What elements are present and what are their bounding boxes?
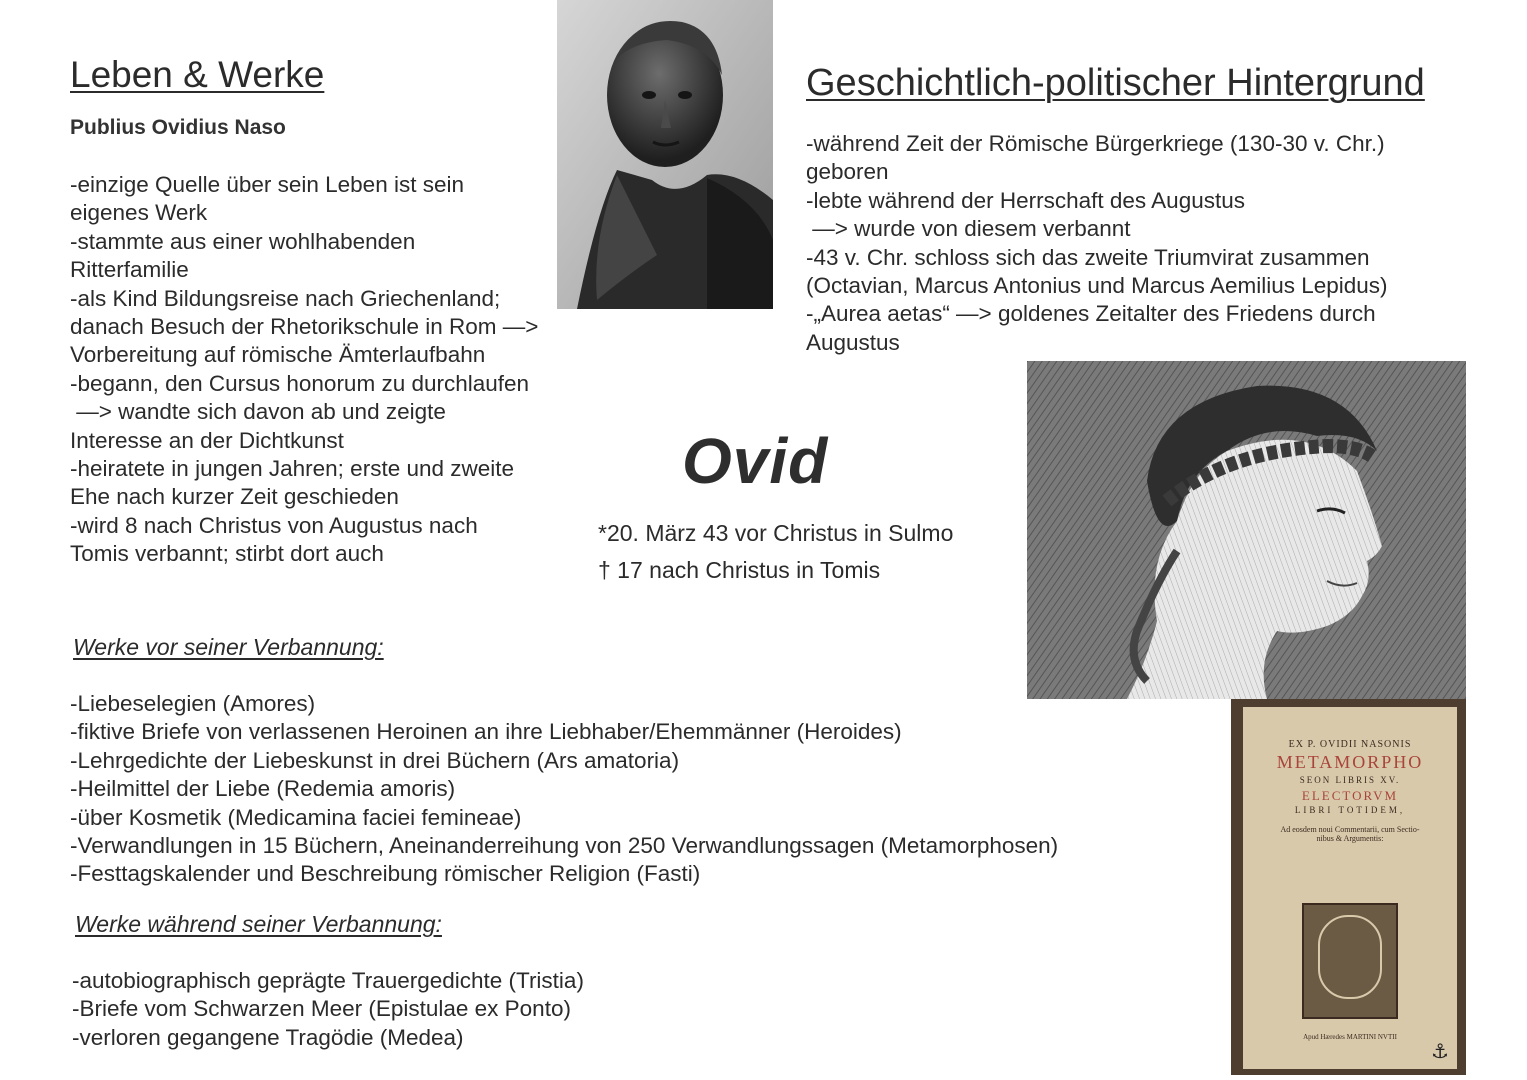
works-during-heading: Werke während seiner Verbannung:	[75, 911, 442, 937]
work-item: -Lehrgedichte der Liebeskunst in drei Büchern (Ars amatoria)	[70, 747, 680, 773]
history-line: —> wurde von diesem verbannt	[806, 216, 1131, 242]
section-heading-leben-werke: Leben & Werke	[70, 54, 325, 95]
ovid-portrait-engraving	[1027, 361, 1466, 699]
watermark-icon: ⚓	[1431, 1041, 1449, 1063]
book-line-5: LIBRI TOTIDEM,	[1294, 805, 1406, 815]
book-line-8: Apud Hæredes MARTINI NVTII	[1303, 1033, 1397, 1041]
page-title: Ovid	[682, 425, 829, 497]
history-line: (Octavian, Marcus Antonius und Marcus Aemilius Lepidus)	[806, 273, 1388, 299]
death-date: † 17 nach Christus in Tomis	[598, 557, 881, 583]
work-item: -Briefe vom Schwarzen Meer (Epistulae ex Ponto)	[72, 996, 571, 1022]
bio-line: -wird 8 nach Christus von Augustus nach	[70, 512, 478, 538]
bio-line: eigenes Werk	[70, 200, 208, 226]
book-line-4: ELECTORVM	[1301, 788, 1399, 803]
bio-line: -als Kind Bildungsreise nach Griechenland;	[70, 285, 501, 311]
work-item: -Festtagskalender und Beschreibung römischer Religion (Fasti)	[70, 861, 701, 887]
book-line-1: EX P. OVIDII NASONIS	[1288, 739, 1412, 750]
book-woodcut-emblem	[1302, 903, 1398, 1019]
bio-line: Vorbereitung auf römische Ämterlaufbahn	[70, 342, 486, 368]
work-item: -Verwandlungen in 15 Büchern, Aneinanderreihung von 250 Verwandlungssagen (Metamorphosen)	[70, 833, 1059, 859]
section-heading-hintergrund: Geschichtlich-politischer Hintergrund	[806, 62, 1425, 104]
work-item: -über Kosmetik (Medicamina faciei femineae)	[70, 804, 522, 830]
works-during-list	[72, 967, 772, 1052]
statue-photo	[557, 0, 773, 309]
work-item: -Heilmittel der Liebe (Redemia amoris)	[70, 776, 456, 802]
history-text-block	[806, 130, 1466, 357]
history-line: -lebte während der Herrschaft des Augustus	[806, 187, 1245, 213]
work-item: -Liebeselegien (Amores)	[70, 691, 316, 716]
bio-line: Tomis verbannt; stirbt dort auch	[70, 541, 384, 567]
bio-line: —> wandte sich davon ab und zeigte	[70, 399, 446, 425]
bio-line: Interesse an der Dichtkunst	[70, 427, 344, 453]
work-item: -verloren gegangene Tragödie (Medea)	[72, 1024, 464, 1050]
book-line-7: nibus & Argumentis:	[1316, 834, 1384, 843]
metamorphoses-book-cover	[1231, 699, 1466, 1075]
book-line-6: Ad eosdem noui Commentarii, cum Sectio-	[1280, 825, 1420, 834]
history-line: -während Zeit der Römische Bürgerkriege (130-30 v. Chr.)	[806, 131, 1385, 156]
work-item: -fiktive Briefe von verlassenen Heroinen an ihre Liebhaber/Ehemmänner (Heroides)	[70, 719, 902, 745]
history-line: Augustus	[806, 329, 900, 355]
book-line-2: METAMORPHO	[1276, 752, 1424, 772]
history-line: geboren	[806, 159, 889, 185]
bio-line: -heiratete in jungen Jahren; erste und zweite	[70, 456, 515, 482]
history-line: -„Aurea aetas“ —> goldenes Zeitalter des Friedens durch	[806, 301, 1376, 327]
bio-line: Ehe nach kurzer Zeit geschieden	[70, 484, 399, 510]
works-before-heading: Werke vor seiner Verbannung:	[73, 634, 384, 660]
bio-line: -stammte aus einer wohlhabenden	[70, 228, 416, 254]
bio-line: -einzige Quelle über sein Leben ist sein	[70, 172, 464, 197]
works-before-list	[70, 690, 1210, 889]
author-name: Publius Ovidius Naso	[70, 116, 286, 139]
book-line-3: SEON LIBRIS XV.	[1299, 775, 1401, 785]
birth-date: *20. März 43 vor Christus in Sulmo	[598, 520, 954, 546]
work-item: -autobiographisch geprägte Trauergedichte (Tristia)	[72, 968, 584, 993]
history-line: -43 v. Chr. schloss sich das zweite Triumvirat zusammen	[806, 244, 1370, 270]
bio-line: danach Besuch der Rhetorikschule in Rom —>	[70, 314, 539, 340]
bio-line: Ritterfamilie	[70, 257, 189, 283]
bio-text-block	[70, 171, 610, 569]
bio-line: -begann, den Cursus honorum zu durchlaufen	[70, 370, 530, 396]
